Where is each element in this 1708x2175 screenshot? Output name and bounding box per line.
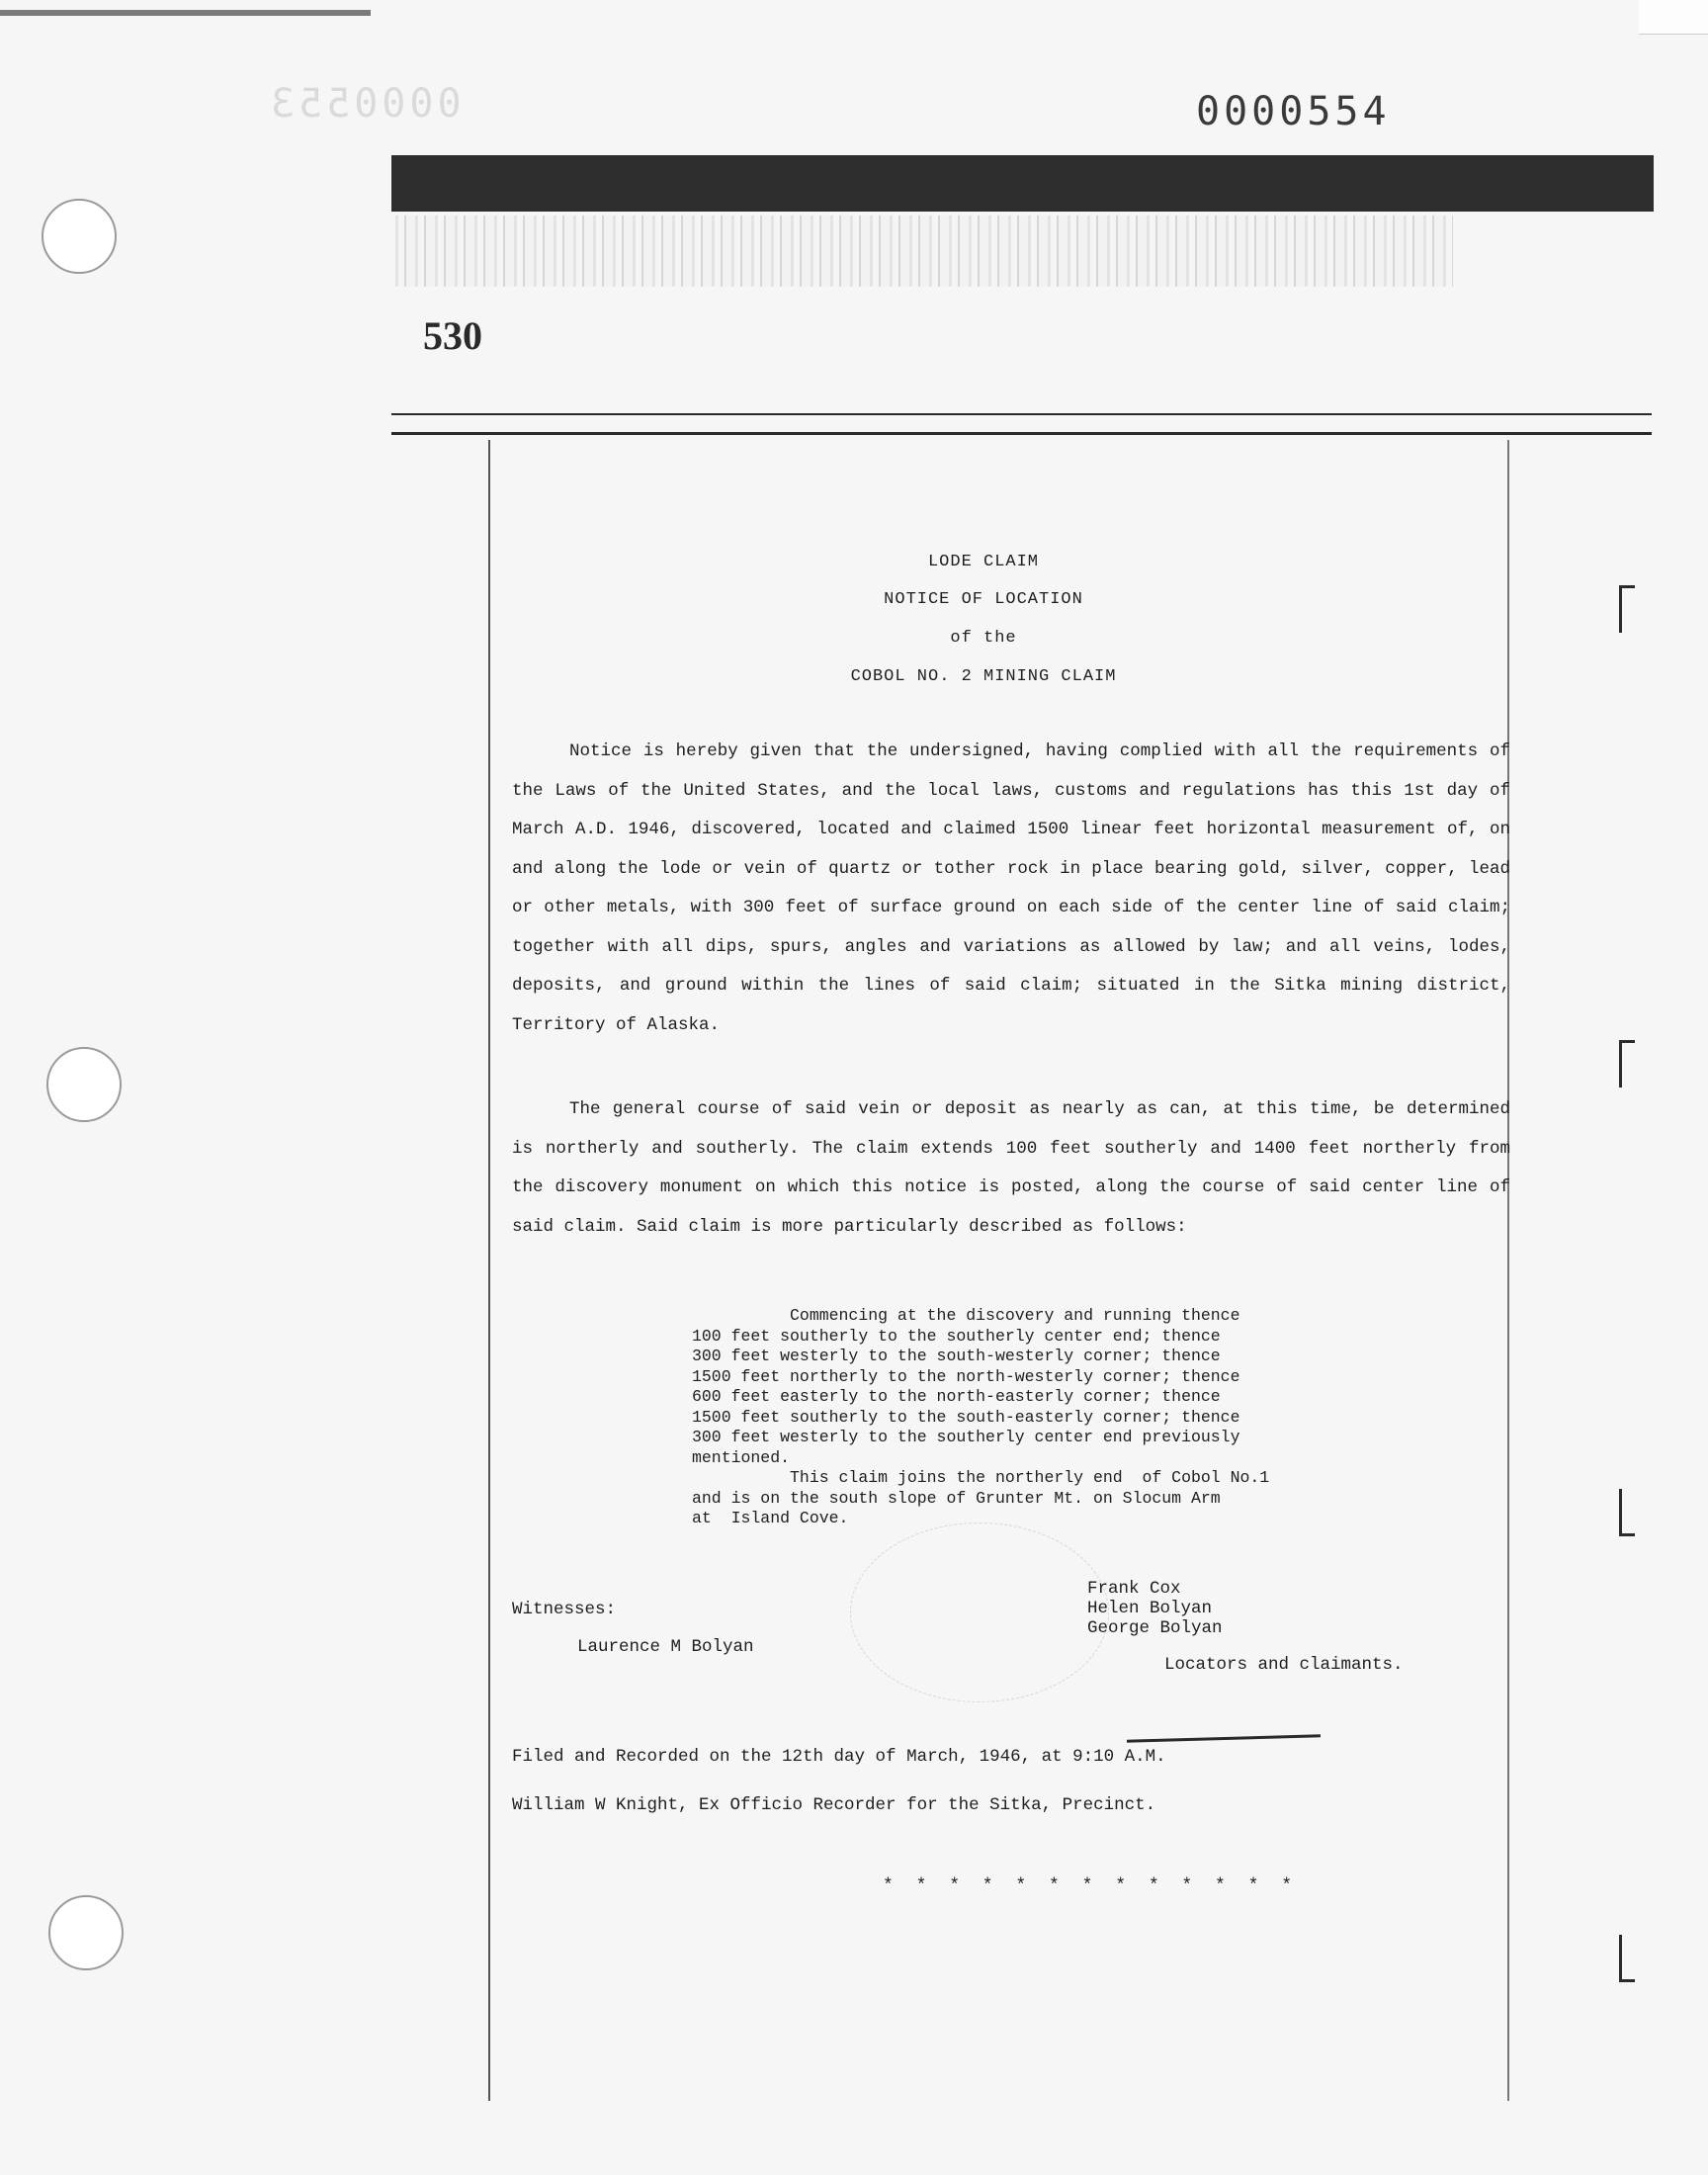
page-number: 530 [423,313,482,358]
separator-stars: * * * * * * * * * * * * * [883,1876,1299,1896]
bleed-through-number: 0000553 [267,81,462,127]
margin-bracket [1619,1040,1635,1088]
locator-name: Frank Cox [1087,1579,1181,1599]
notice-paragraph: Notice is hereby given that the undersigned, having complied with all the requirements of the Laws of the United States, and the local laws, customs and regulations has this 1st day of March A.D. 1946, discovered, located and claimed 1500 linear feet horizontal measurement of, on and along the lode or vein of quartz or tother rock in place bearing gold, silver, copper, lead or other metals, with 300 feet of surface ground on each side of the center line of said claim; together with all dips, spurs, angles and variations as allowed by law; and all veins, lodes, deposits, and ground within the lines of said claim; situated in the Sitka mining district, Territory of Alaska. [512,741,1510,1035]
scan-noise-band [395,216,1453,287]
witnesses-label: Witnesses: [512,1600,617,1619]
heading-lode-claim: LODE CLAIM [927,553,1040,571]
page-corner-fold [1639,0,1708,35]
binder-hole-middle [46,1047,122,1122]
document-stamp-number: 0000554 [1196,89,1391,134]
page-top-edge [0,10,371,16]
header-bar [391,155,1654,212]
margin-bracket [1619,1489,1635,1536]
witness-name: Laurence M Bolyan [577,1637,754,1657]
heading-notice-of-location: NOTICE OF LOCATION [884,590,1083,609]
binder-hole-top [42,199,117,274]
claim-description: Commencing at the discovery and running thence 100 feet southerly to the southerly center end; thence 300 feet westerly to the south-westerly corner; thence 1500 feet northerly to the north-westerly corner; thence 600 feet easterly to the north-easterly corner; thence 1500 feet southerly to the south-easterly corner; thence 300 feet westerly to the southerly center end previously mentioned. This claim joins the northerly end of Cobol No.1 and is on the south slope of Grunter Mt. on Slocum Arm at Island Cove. [692,1306,1270,1527]
header-rule-double [391,432,1652,435]
locators-label: Locators and claimants. [1164,1655,1404,1675]
heading-of-the: of the [950,629,1017,648]
locator-name: Helen Bolyan [1087,1599,1213,1618]
recorder-line: William W Knight, Ex Officio Recorder for the Sitka, Precinct. [512,1795,1156,1815]
left-margin-line [488,440,490,2101]
header-rule [391,413,1652,415]
locator-name: George Bolyan [1087,1618,1223,1638]
faded-seal-stamp [850,1522,1109,1702]
filed-and-recorded-line: Filed and Recorded on the 12th day of March, 1946, at 9:10 A.M. [512,1747,1166,1767]
right-margin-line [1507,440,1509,2101]
binder-hole-bottom [48,1895,124,1970]
margin-bracket [1619,1935,1635,1982]
heading-claim-name: COBOL NO. 2 MINING CLAIM [850,667,1117,686]
course-paragraph: The general course of said vein or deposit as nearly as can, at this time, be determined is northerly and southerly. The claim extends 100 feet southerly and 1400 feet northerly from the discovery monument on which this notice is posted, along the course of said center line of said claim. Said claim is more particularly described as follows: [512,1099,1510,1237]
signature-line [1127,1734,1321,1742]
